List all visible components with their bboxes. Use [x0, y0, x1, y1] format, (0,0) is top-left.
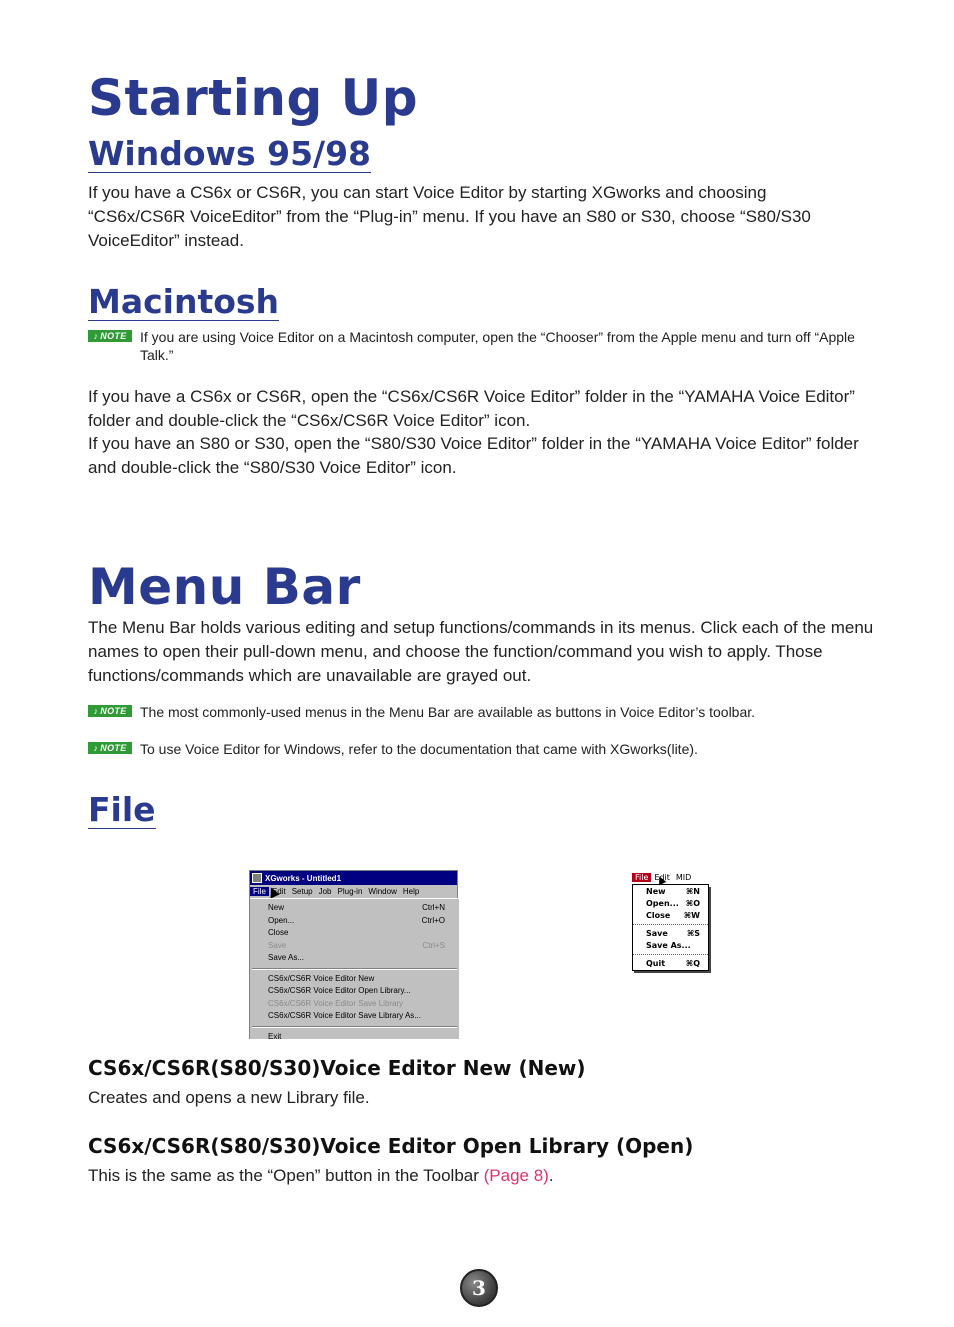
menu-separator: [633, 954, 708, 956]
mac-paragraph-2: If you have an S80 or S30, open the “S80/S30 Voice Editor” folder in the “YAMAHA Voice Editor” folder and double-click the “S80/S30 Voice Editor” icon.: [88, 434, 859, 477]
menu-item-save-as[interactable]: Save As...: [268, 953, 305, 962]
mac-menu-edit[interactable]: Edit: [654, 872, 670, 882]
page-number: 3: [460, 1269, 498, 1307]
menu-separator: [252, 1026, 457, 1028]
note-mac: [88, 328, 858, 364]
heading-file: File: [88, 790, 156, 829]
menu-item-new[interactable]: New Ctrl+N: [268, 903, 445, 912]
heading-voice-editor-open: CS6x/CS6R(S80/S30)Voice Editor Open Library (Open): [88, 1134, 694, 1158]
mac-paragraph-1: If you have a CS6x or CS6R, open the “CS6x/CS6R Voice Editor” folder in the “YAMAHA Voice Editor” folder and double-click the “CS6x/CS6R Voice Editor” icon.: [88, 387, 855, 430]
mac-menu-midi[interactable]: MID: [675, 872, 692, 882]
heading-voice-editor-new: CS6x/CS6R(S80/S30)Voice Editor New (New): [88, 1056, 586, 1080]
music-note-icon: ♪: [93, 331, 99, 341]
page-title-menu-bar: Menu Bar: [88, 558, 361, 616]
window-menubar: [250, 885, 457, 898]
menu-item-save: Save Ctrl+S: [268, 940, 445, 950]
menu-separator: [633, 924, 708, 926]
mac-item-new[interactable]: New ⌘N: [646, 887, 700, 896]
windows-file-menu-screenshot: [249, 870, 458, 1039]
mac-file-dropdown: [632, 885, 709, 971]
heading-windows: Windows 95/98: [88, 134, 372, 173]
menu-item-voice-editor-save: CS6x/CS6R Voice Editor Save Library: [268, 998, 404, 1008]
music-note-icon: ♪: [93, 706, 99, 716]
note-text: If you are using Voice Editor on a Macintosh computer, open the “Chooser” from the Apple menu and turn off “Apple Talk.”: [140, 329, 855, 363]
menu-setup[interactable]: Setup: [291, 887, 313, 896]
voice-editor-new-desc: Creates and opens a new Library file.: [88, 1088, 370, 1107]
mac-menubar: [632, 870, 709, 885]
window-title: XGworks - Untitled1: [265, 873, 342, 883]
heading-macintosh: Macintosh: [88, 282, 280, 321]
mac-item-save-as[interactable]: Save As...: [646, 941, 691, 950]
menu-item-open[interactable]: Open... Ctrl+O: [268, 915, 445, 925]
note-windows: [88, 740, 868, 758]
mac-menu-file[interactable]: File: [632, 873, 651, 882]
menu-item-exit[interactable]: Exit: [268, 1031, 282, 1041]
note-toolbar: [88, 703, 868, 721]
window-titlebar: [250, 871, 457, 885]
menu-separator: [252, 968, 457, 970]
windows-paragraph: If you have a CS6x or CS6R, you can start Voice Editor by starting XGworks and choosing “CS6x/CS6R VoiceEditor” from the “Plug-in” menu. If you have an S80 or S30, choose “S80/S30 VoiceEditor” instead.: [88, 183, 811, 250]
menu-edit[interactable]: Edit: [271, 887, 286, 896]
menu-item-voice-editor-new[interactable]: CS6x/CS6R Voice Editor New: [268, 973, 375, 983]
menu-item-close[interactable]: Close: [268, 928, 289, 937]
mac-item-quit[interactable]: Quit ⌘Q: [646, 959, 700, 968]
menu-item-voice-editor-open[interactable]: CS6x/CS6R Voice Editor Open Library...: [268, 986, 411, 995]
menu-bar-paragraph: The Menu Bar holds various editing and setup functions/commands in its menus. Click each of the menu names to open their pull-down menu, and choose the function/command you wish to apply. Those functions/commands which are unavailable are grayed out.: [88, 618, 874, 685]
note-text: The most commonly-used menus in the Menu Bar are available as buttons in Voice Editor’s toolbar.: [140, 704, 756, 720]
menu-plug-in[interactable]: Plug-in: [337, 887, 363, 896]
menu-help[interactable]: Help: [402, 887, 420, 896]
mac-item-close[interactable]: Close ⌘W: [646, 911, 700, 920]
menu-item-voice-editor-save-as[interactable]: CS6x/CS6R Voice Editor Save Library As...: [268, 1011, 421, 1020]
menu-window[interactable]: Window: [368, 887, 397, 896]
note-badge: ♪ NOTE: [88, 742, 132, 754]
note-badge: ♪ NOTE: [88, 330, 132, 342]
mac-file-menu-screenshot: [632, 870, 709, 966]
menu-file[interactable]: File: [250, 887, 269, 896]
mac-item-save[interactable]: Save ⌘S: [646, 929, 700, 938]
music-note-icon: ♪: [93, 743, 99, 753]
mac-item-open[interactable]: Open... ⌘O: [646, 899, 700, 908]
page-link[interactable]: (Page 8): [483, 1166, 549, 1185]
voice-editor-open-desc: This is the same as the “Open” button in the Toolbar (Page 8).: [88, 1166, 554, 1185]
page-title-starting-up: Starting Up: [88, 69, 419, 127]
menu-job[interactable]: Job: [318, 887, 332, 896]
file-dropdown: [250, 898, 459, 1039]
note-text: To use Voice Editor for Windows, refer to the documentation that came with XGworks(lite).: [140, 741, 698, 757]
app-icon: [252, 873, 262, 883]
note-badge: ♪ NOTE: [88, 705, 132, 717]
